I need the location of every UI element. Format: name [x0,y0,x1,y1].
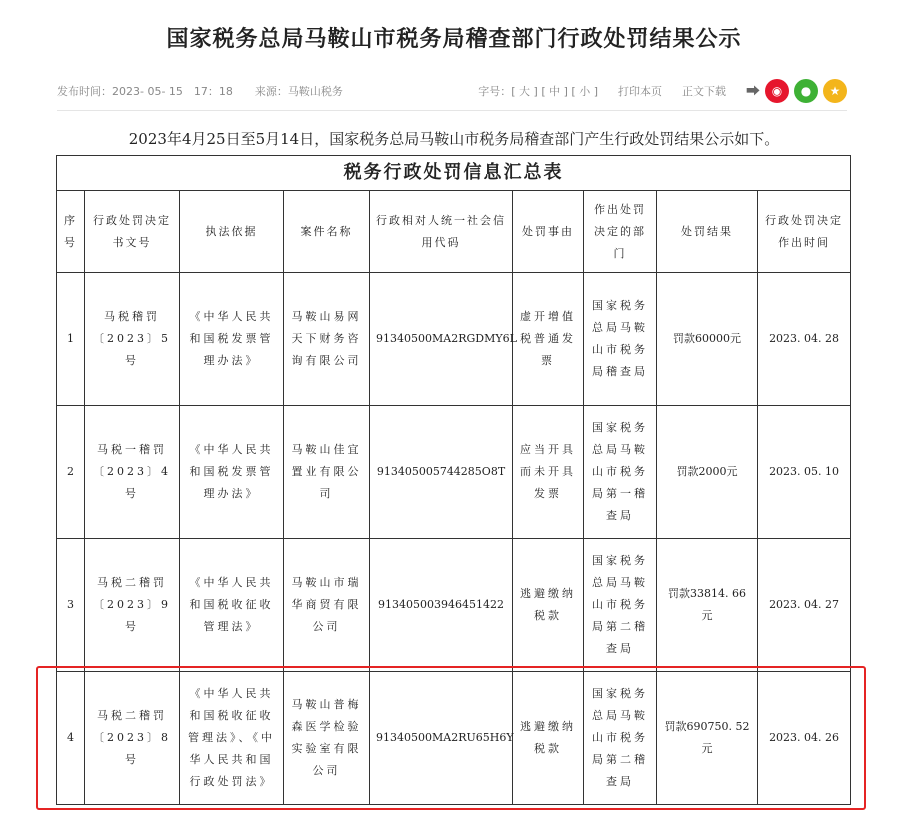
cell-no: 3 [57,539,85,672]
cell-basis: 《中华人民共和国税收征收管理法》 [180,539,284,672]
source: 来源：马鞍山税务 [254,85,343,98]
table-row [57,672,851,805]
cell-name: 马鞍山普梅森医学检验实验室有限公司 [284,672,370,805]
header-code: 行政相对人统一社会信用代码 [370,191,513,273]
cell-no: 2 [57,406,85,539]
header-reason: 处罚事由 [513,191,584,273]
header-dept: 作出处罚决定的部门 [584,191,657,273]
header-no: 序号 [57,191,85,273]
cell-basis: 《中华人民共和国税收征收管理法》、《中华人民共和国行政处罚法》 [180,672,284,805]
cell-basis: 《中华人民共和国税发票管理办法》 [180,273,284,406]
wechat-icon[interactable]: ● [794,79,818,103]
print-link[interactable]: 打印本页 [618,85,662,98]
font-size-switcher[interactable]: 字号：[ 大 ] [ 中 ] [ 小 ] [478,85,598,98]
cell-doc: 马税二稽罚〔2023〕9 号 [85,539,180,672]
header-basis: 执法依据 [180,191,284,273]
header-result: 处罚结果 [657,191,758,273]
download-link[interactable]: 正文下载 [682,85,726,98]
cell-code: 913405005744285O8T [370,406,513,539]
cell-dept: 国家税务总局马鞍山市税务局稽查局 [584,273,657,406]
cell-name: 马鞍山易网天下财务咨询有限公司 [284,273,370,406]
meta-divider [57,110,847,111]
cell-doc: 马税一稽罚〔2023〕4号 [85,406,180,539]
publish-time: 发布时间：2023- 05- 15 17：18 [57,85,233,98]
cell-dept: 国家税务总局马鞍山市税务局第一稽查局 [584,406,657,539]
cell-result: 罚款60000元 [657,273,758,406]
table-row [57,273,851,406]
header-date: 行政处罚决定作出时间 [758,191,851,273]
cell-code: 913405003946451422 [370,539,513,672]
cell-basis: 《中华人民共和国税发票管理办法》 [180,406,284,539]
cell-code: 91340500MA2RGDMY6L [370,273,513,406]
cell-reason: 虚开增值税普通发票 [513,273,584,406]
cell-date: 2023. 04. 28 [758,273,851,406]
penalty-table [56,155,851,805]
cell-code: 91340500MA2RU65H6Y [370,672,513,805]
cell-doc: 马税稽罚〔2023〕5号 [85,273,180,406]
table-header-row [57,191,851,273]
article-meta [57,80,847,102]
cell-reason: 逃避缴纳税款 [513,539,584,672]
cell-reason: 逃避缴纳税款 [513,672,584,805]
weibo-icon[interactable]: ◉ [765,79,789,103]
header-doc: 行政处罚决定书文号 [85,191,180,273]
header-name: 案件名称 [284,191,370,273]
cell-result: 罚款33814. 66元 [657,539,758,672]
cell-no: 1 [57,273,85,406]
cell-result: 罚款690750. 52元 [657,672,758,805]
share-icon[interactable]: ⮕ [746,84,760,100]
cell-date: 2023. 04. 27 [758,539,851,672]
table-row [57,539,851,672]
cell-dept: 国家税务总局马鞍山市税务局第二稽查局 [584,672,657,805]
page-title: 国家税务总局马鞍山市税务局稽查部门行政处罚结果公示 [166,27,742,52]
cell-reason: 应当开具而未开具发票 [513,406,584,539]
cell-name: 马鞍山佳宜置业有限公司 [284,406,370,539]
table-row [57,406,851,539]
cell-date: 2023. 05. 10 [758,406,851,539]
cell-date: 2023. 04. 26 [758,672,851,805]
table-caption: 税务行政处罚信息汇总表 [57,156,851,191]
cell-no: 4 [57,672,85,805]
favorite-icon[interactable]: ★ [823,79,847,103]
intro-text: 2023年4月25日至5月14日，国家税务总局马鞍山市税务局稽查部门产生行政处罚结果公示如下。 [128,130,780,148]
cell-dept: 国家税务总局马鞍山市税务局第二稽查局 [584,539,657,672]
cell-name: 马鞍山市瑞华商贸有限公司 [284,539,370,672]
cell-doc: 马税二稽罚〔2023〕8 号 [85,672,180,805]
cell-result: 罚款2000元 [657,406,758,539]
